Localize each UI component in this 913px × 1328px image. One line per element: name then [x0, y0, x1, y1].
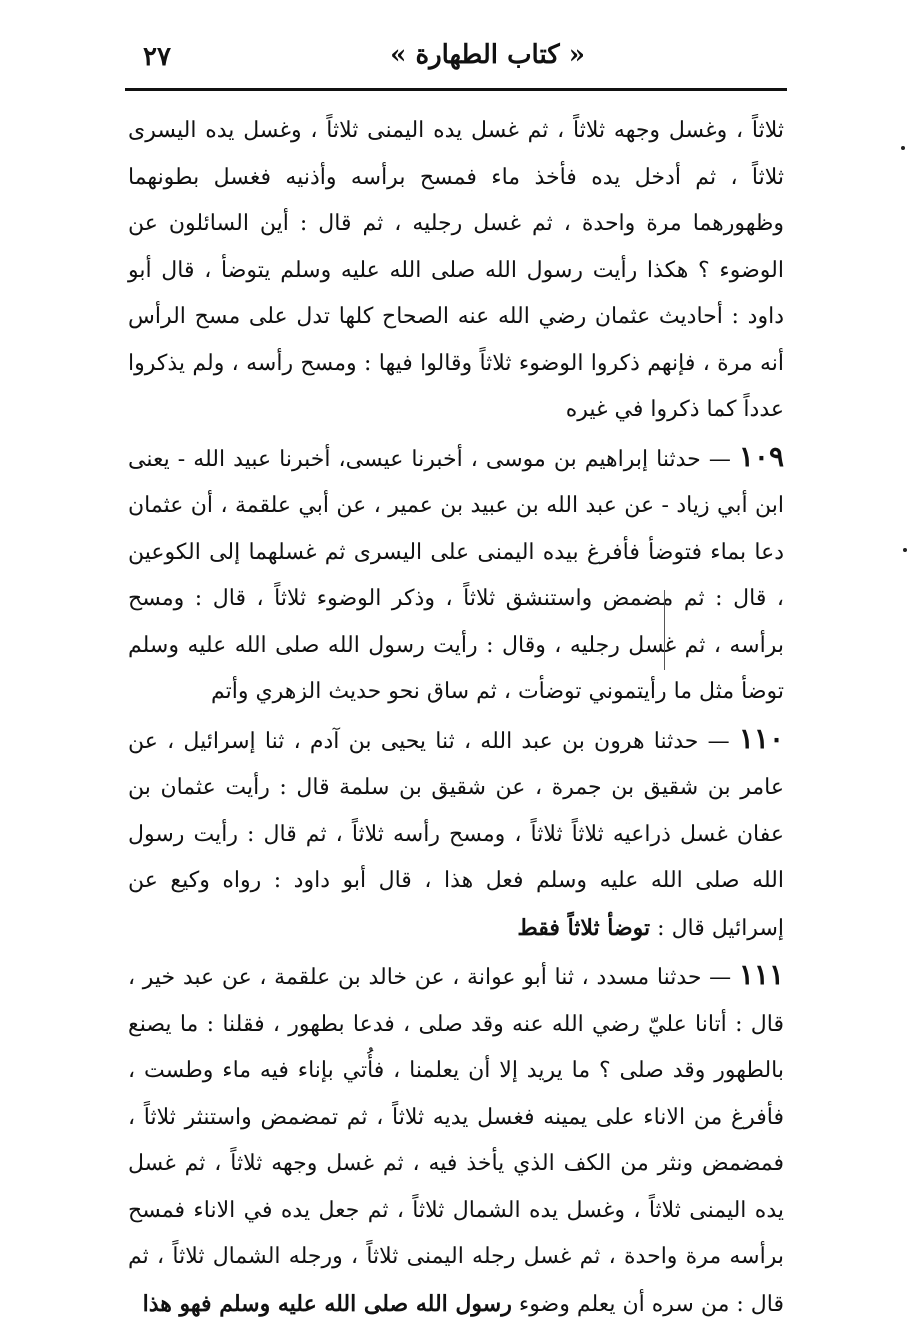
paragraph-bold-end: توضأ ثلاثاً فقط [517, 914, 651, 941]
paragraph-bold-end: رسول الله صلى الله عليه وسلم فهو هذا [142, 1290, 512, 1317]
hadith-110 [128, 716, 784, 953]
hadith-number: ١١١ [738, 958, 784, 991]
header-rule [125, 88, 787, 91]
main-text [128, 108, 784, 1328]
hadith-111 [128, 952, 784, 1328]
hadith-number: ١١٠ [738, 721, 784, 755]
hadith-number: ١٠٩ [738, 439, 784, 473]
paragraph-text: — حدثنا مسدد ، ثنا أبو عوانة ، عن خالد بن علقمة ، عن عبد خير ، قال : أتانا عليّ رضي الله عنه وقد صلى ، فدعا بطهور ، فقلنا : ما يصنع بالطهور وقد صلى ؟ ما يريد إلا أن يعلمنا ، فأُتي بإناء فيه ماء وطست ، فأفرغ من الاناء على يمينه فغسل يديه ثلاثاً ، ثم تمضمض واستنثر ثلاثاً ، فمضمض ونثر من الكف الذي يأخذ فيه ، ثم غسل وجهه ثلاثاً ، ثم غسل يده اليمنى ثلاثاً ، وغسل يده الشمال ثلاثاً ، ثم جعل يده في الاناء فمسح برأسه مرة واحدة ، ثم غسل رجله اليمنى ثلاثاً ، ورجله الشمال ثلاثاً ، ثم قال : من سره أن يعلم وضوء [128, 965, 784, 1317]
chapter-title: « كتاب الطهارة » [390, 40, 585, 70]
margin-bracket [654, 590, 665, 670]
paragraph-continuation [128, 108, 784, 434]
paragraph-text: ثلاثاً ، وغسل وجهه ثلاثاً ، ثم غسل يده اليمنى ثلاثاً ، وغسل يده اليسرى ثلاثاً ، ثم أدخل يده فأخذ ماء فمسح برأسه وأذنيه فغسل بطونهما وظهورهما مرة واحدة ، ثم غسل رجليه ، ثم قال : أين السائلون عن الوضوء ؟ هكذا رأيت رسول الله صلى الله عليه وسلم يتوضأ ، قال أبو داود : أحاديث عثمان رضي الله عنه الصحاح كلها تدل على مسح الرأس أنه مرة ، فإنهم ذكروا الوضوء ثلاثاً وقالوا فيها : ومسح رأسه ، ولم يذكروا عدداً كما ذكروا في غيره [128, 118, 784, 422]
paragraph-text: — حدثنا إبراهيم بن موسى ، أخبرنا عيسى، أخبرنا عبيد الله - يعنى ابن أبي زياد - عن عبد الله بن عبيد بن عمير ، عن أبي علقمة ، أن عثمان دعا بماء فتوضأ فأفرغ بيده اليمنى على اليسرى ثم غسلهما إلى الكوعين ، قال : ثم مضمض واستنشق ثلاثاً ، وذكر الوضوء ثلاثاً ، قال : ومسح برأسه ، ثم غسل رجليه ، وقال : رأيت رسول الله صلى الله عليه وسلم توضأ مثل ما رأيتموني توضأت ، ثم ساق نحو حديث الزهري وأتم [128, 446, 784, 704]
page-number: ٢٧ [143, 42, 171, 72]
edge-mark-top [901, 146, 905, 150]
paragraph-text: — حدثنا هرون بن عبد الله ، ثنا يحيى بن آدم ، ثنا إسرائيل ، عن عامر بن شقيق بن جمرة ، عن شقيق بن سلمة قال : رأيت عثمان بن عفان غسل ذراعيه ثلاثاً ثلاثاً ، ومسح رأسه ثلاثاً ، ثم قال : رأيت رسول الله صلى الله عليه وسلم فعل هذا ، قال أبو داود : رواه وكيع عن إسرائيل قال : [128, 728, 784, 941]
edge-mark-middle [903, 548, 907, 552]
running-header [125, 38, 785, 86]
hadith-109 [128, 434, 784, 716]
